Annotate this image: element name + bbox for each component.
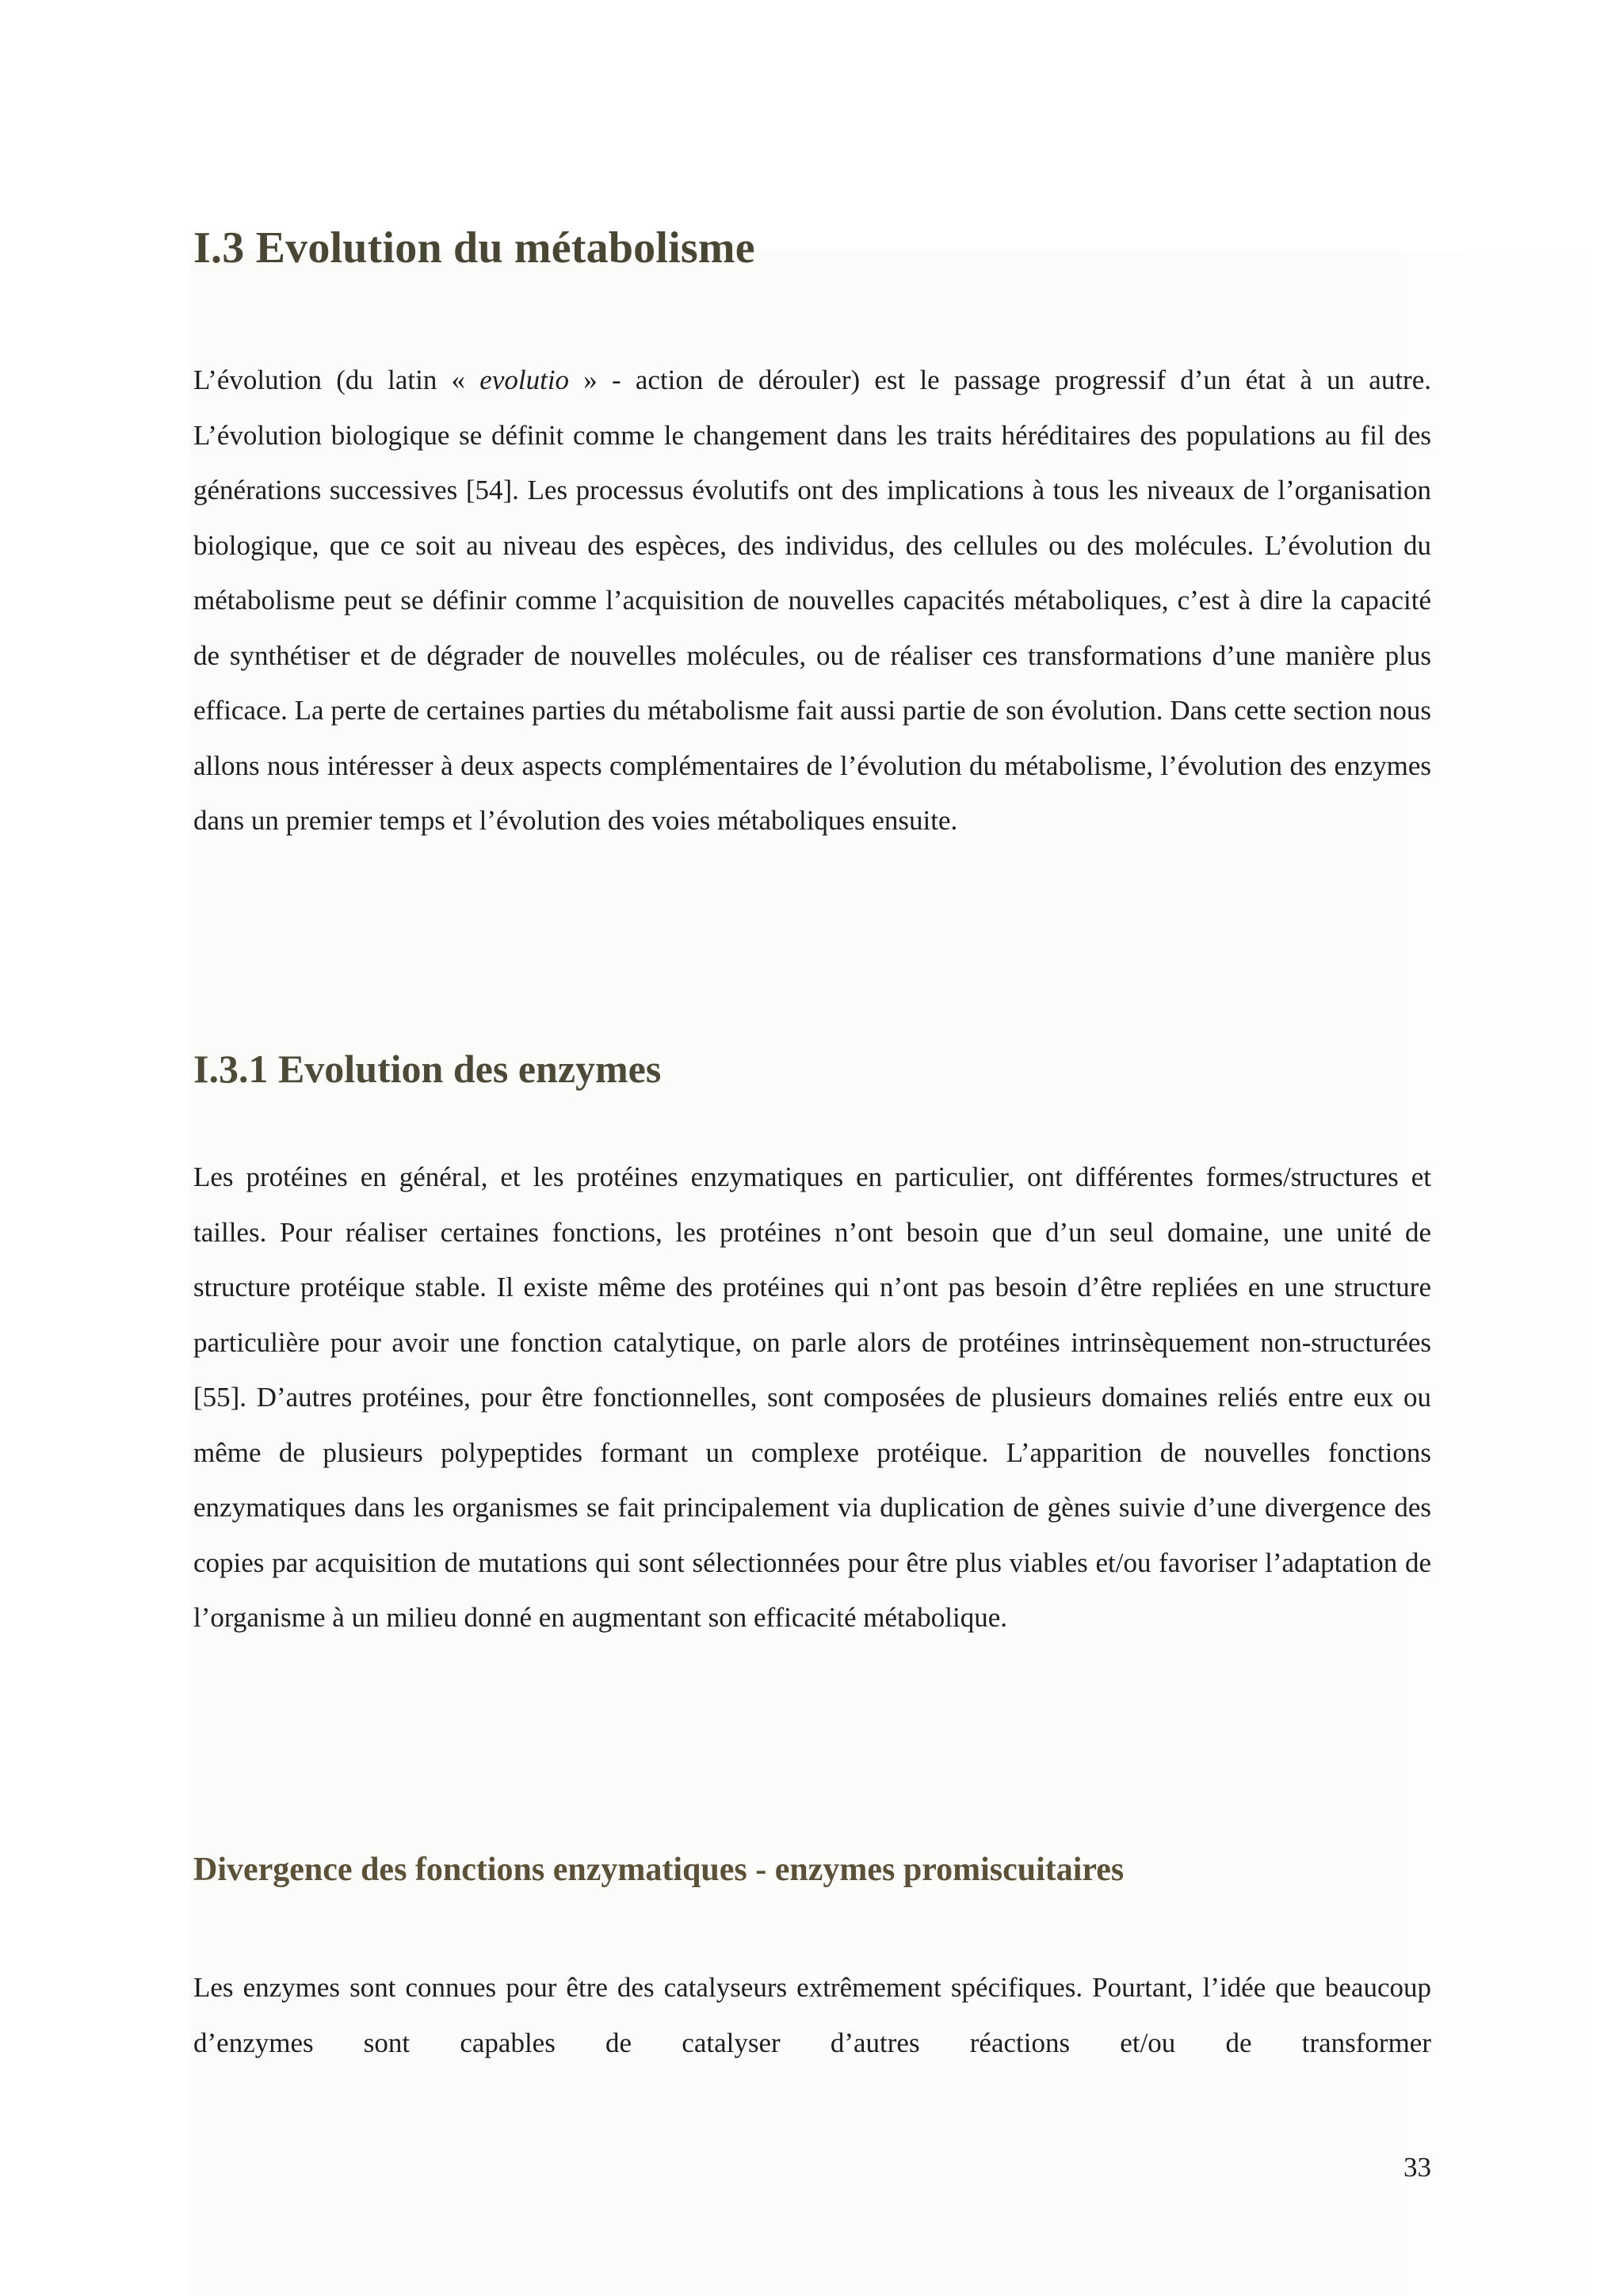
intro-text-after-term: » - action de dérouler) est le passage progressif d’un état à un autre. L’évolution biologique se définit comme le changement dans les traits héréditaires des populations au fil des générations successives [54]. Les processus évolutifs ont des implications à tous les niveaux de l’organisation biologique, que ce soit au niveau des espèces, des individus, des cellules ou des molécules. L’évolution du métabolisme peut se définir comme l’acquisition de nouvelles capacités métaboliques, c’est à dire la capacité de synthétiser et de dégrader de nouvelles molécules, ou de réaliser ces transformations d’une manière plus efficace. La perte de certaines parties du métabolisme fait aussi partie de son évolution. Dans cette section nous allons nous intéresser à deux aspects complémentaires de l’évolution du métabolisme, l’évolution des enzymes dans un premier temps et l’évolution des voies métaboliques ensuite.: [193, 364, 1431, 836]
subsubsection-title: Divergence des fonctions enzymatiques - enzymes promiscuitaires: [193, 1852, 1125, 1888]
section-title: I.3 Evolution du métabolisme: [193, 223, 755, 273]
subsection-paragraph-block: [193, 1150, 1431, 1646]
intro-paragraph-block: [193, 353, 1431, 849]
latin-term: evolutio: [479, 364, 570, 395]
page-number: 33: [1403, 2152, 1431, 2183]
subsection-title: I.3.1 Evolution des enzymes: [193, 1047, 662, 1091]
subsubsection-paragraph-block: [193, 1960, 1431, 2070]
intro-text-before-term: L’évolution (du latin «: [193, 364, 480, 395]
subsection-paragraph: Les protéines en général, et les protéines enzymatiques en particulier, ont différentes formes/structures et tailles. Pour réaliser certaines fonctions, les protéines n’ont besoin que d’un seul domaine, une unité de structure protéique stable. Il existe même des protéines qui n’ont pas besoin d’être repliées en une structure particulière pour avoir une fonction catalytique, on parle alors de protéines intrinsèquement non-structurées [55]. D’autres protéines, pour être fonctionnelles, sont composées de plusieurs domaines reliés entre eux ou même de plusieurs polypeptides formant un complexe protéique. L’apparition de nouvelles fonctions enzymatiques dans les organismes se fait principalement via duplication de gènes suivie d’une divergence des copies par acquisition de mutations qui sont sélectionnées pour être plus viables et/ou favoriser l’adaptation de l’organisme à un milieu donné en augmentant son efficacité métabolique.: [193, 1161, 1431, 1633]
subsection-heading-block: [193, 1047, 1431, 1091]
section-heading-block: [193, 224, 1431, 273]
subsubsection-paragraph: Les enzymes sont connues pour être des catalyseurs extrêmement spécifiques. Pourtant, l’idée que beaucoup d’enzymes sont capables de catalyser d’autres réactions et/ou de transformer: [193, 1972, 1431, 2058]
subsubsection-heading-block: [193, 1852, 1431, 1888]
intro-paragraph: [193, 353, 1431, 849]
